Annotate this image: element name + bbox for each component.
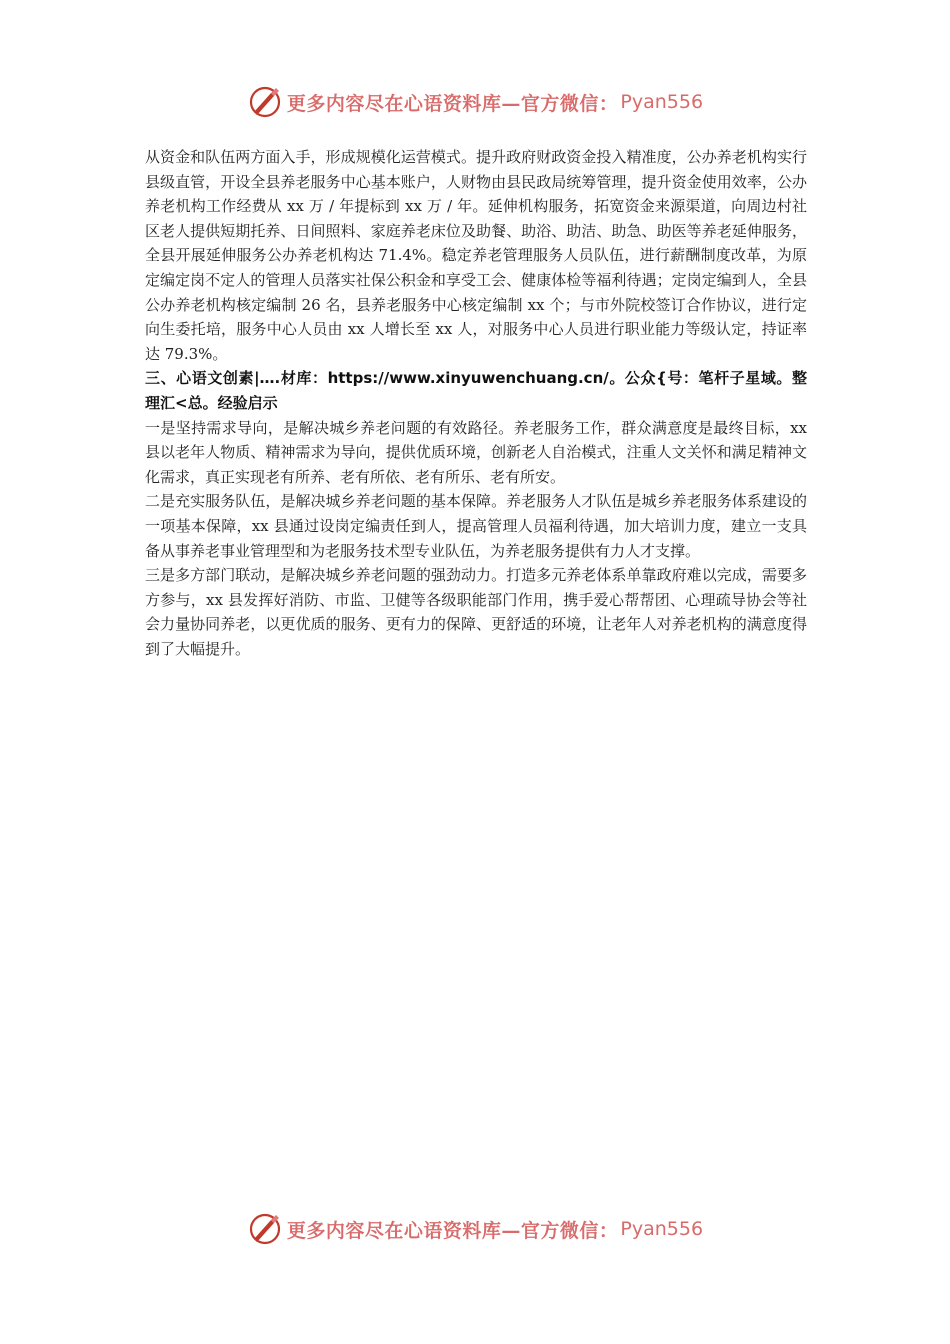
pen-logo-icon	[247, 1211, 283, 1247]
banner-wechat-id: Pyan556	[620, 91, 704, 113]
paragraph: 一是坚持需求导向，是解决城乡养老问题的有效路径。养老服务工作，群众满意度是最终目标，xx 县以老年人物质、精神需求为导向，提供优质环境，创新老人自治模式，注重人文关怀和满足精神文化需求，真正实现老有所养、老有所依、老有所乐、老有所安。	[145, 418, 807, 486]
footer-banner	[0, 1207, 950, 1251]
pen-logo-icon	[247, 84, 283, 120]
paragraph: 三是多方部门联动，是解决城乡养老问题的强劲动力。打造多元养老体系单靠政府难以完成，需要多方参与，xx 县发挥好消防、市监、卫健等各级职能部门作用，携手爱心帮帮团、心理疏导协会等社会力量协同养老，以更优质的服务、更有力的保障、更舒适的环境，让老年人对养老机构的满意度得到了大幅提升。	[145, 566, 807, 658]
paragraph: 二是充实服务队伍，是解决城乡养老问题的基本保障。养老服务人才队伍是城乡养老服务体系建设的一项基本保障，xx 县通过设岗定编责任到人，提高管理人员福利待遇，加大培训力度，建立一支具备从事养老事业管理型和为老服务技术型专业队伍，为养老服务提供有力人才支撑。	[145, 492, 807, 560]
document-body	[145, 145, 807, 661]
banner-wechat-id: Pyan556	[620, 1218, 704, 1240]
paragraph: 从资金和队伍两方面入手，形成规模化运营模式。提升政府财政资金投入精准度，公办养老机构实行县级直管，开设全县养老服务中心基本账户，人财物由县民政局统筹管理，提升资金使用效率，公办养老机构工作经费从 xx 万 / 年提标到 xx 万 / 年。延伸机构服务，拓宽资金来源渠道，向周边村社区老人提供短期托养、日间照料、家庭养老床位及助餐、助浴、助洁、助急、助医等养老延伸服务，全县开展延伸服务公办养老机构达 71.4%。稳定养老管理服务人员队伍，进行薪酬制度改革，为原定编定岗不定人的管理人员落实社保公积金和享受工会、健康体检等福利待遇；定岗定编到人，全县公办养老机构核定编制 26 名，县养老服务中心核定编制 xx 个；与市外院校签订合作协议，进行定向生委托培，服务中心人员由 xx 人增长至 xx 人，对服务中心人员进行职业能力等级认定，持证率达 79.3%。	[145, 148, 807, 363]
header-banner	[0, 80, 950, 124]
banner-text: 更多内容尽在心语资料库—官方微信：	[286, 1219, 619, 1242]
section-heading: 三、心语文创素|….材库：https://www.xinyuwenchuang.cn/。公众{号：笔杆子星域。整理汇<总。经验启示	[145, 369, 807, 412]
banner-text: 更多内容尽在心语资料库—官方微信：	[286, 92, 619, 115]
